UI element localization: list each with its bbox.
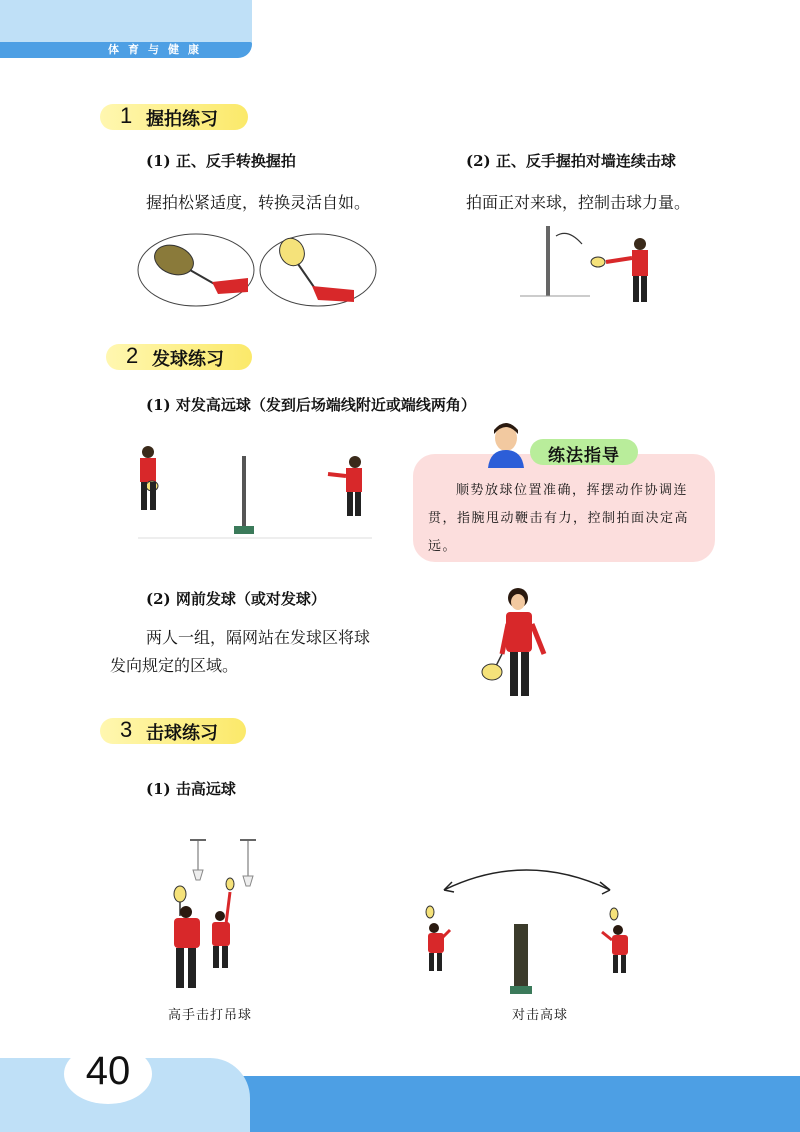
section-2-number: 2 [126, 343, 139, 368]
section-1-item-1-text: 握拍松紧适度，转换灵活自如。 [146, 193, 371, 212]
caption-clear-rally: 对击高球 [512, 1008, 569, 1023]
section-2-title: 发球练习 [152, 349, 224, 370]
hanging-shuttle-illustration [160, 836, 270, 996]
guide-title: 练法指导 [548, 446, 620, 466]
section-1-title: 握拍练习 [146, 109, 218, 130]
section-3-title: 击球练习 [146, 723, 218, 744]
book-title: 体育与健康 [108, 43, 208, 56]
section-1-item-1-label: (1) 正、反手转换握拍 [146, 152, 296, 170]
section-3-item-1-label: (1) 击高远球 [146, 780, 236, 798]
guide-text: 顺势放球位置准确，挥摆动作协调连贯，指腕甩动鞭击有力，控制拍面决定高远。 [428, 483, 690, 554]
section-2-item-2-label: (2) 网前发球（或对发球） [146, 590, 326, 608]
caption-hanging-shuttle: 高手击打吊球 [168, 1008, 253, 1023]
net-serve-illustration [478, 584, 558, 704]
backhand-grip-illustration [258, 232, 378, 308]
section-3-number: 3 [120, 717, 133, 742]
section-2-item-1-label: (1) 对发高远球（发到后场端线附近或端线两角） [146, 396, 476, 414]
section-2-item-2-text-line2: 发向规定的区域。 [110, 656, 239, 675]
section-1-item-2-label: (2) 正、反手握拍对墙连续击球 [466, 152, 676, 170]
coach-avatar-icon [484, 420, 528, 468]
footer-band-top [230, 1076, 800, 1090]
page-number: 40 [85, 1049, 131, 1093]
clear-rally-illustration [416, 870, 638, 998]
wall-practice-illustration [520, 222, 670, 314]
section-1-number: 1 [120, 103, 133, 128]
high-serve-illustration [130, 440, 380, 540]
forehand-grip-illustration [136, 232, 256, 308]
section-1-item-2-text: 拍面正对来球，控制击球力量。 [466, 193, 691, 212]
section-2-item-2-text-line1: 两人一组，隔网站在发球区将球 [146, 628, 371, 647]
